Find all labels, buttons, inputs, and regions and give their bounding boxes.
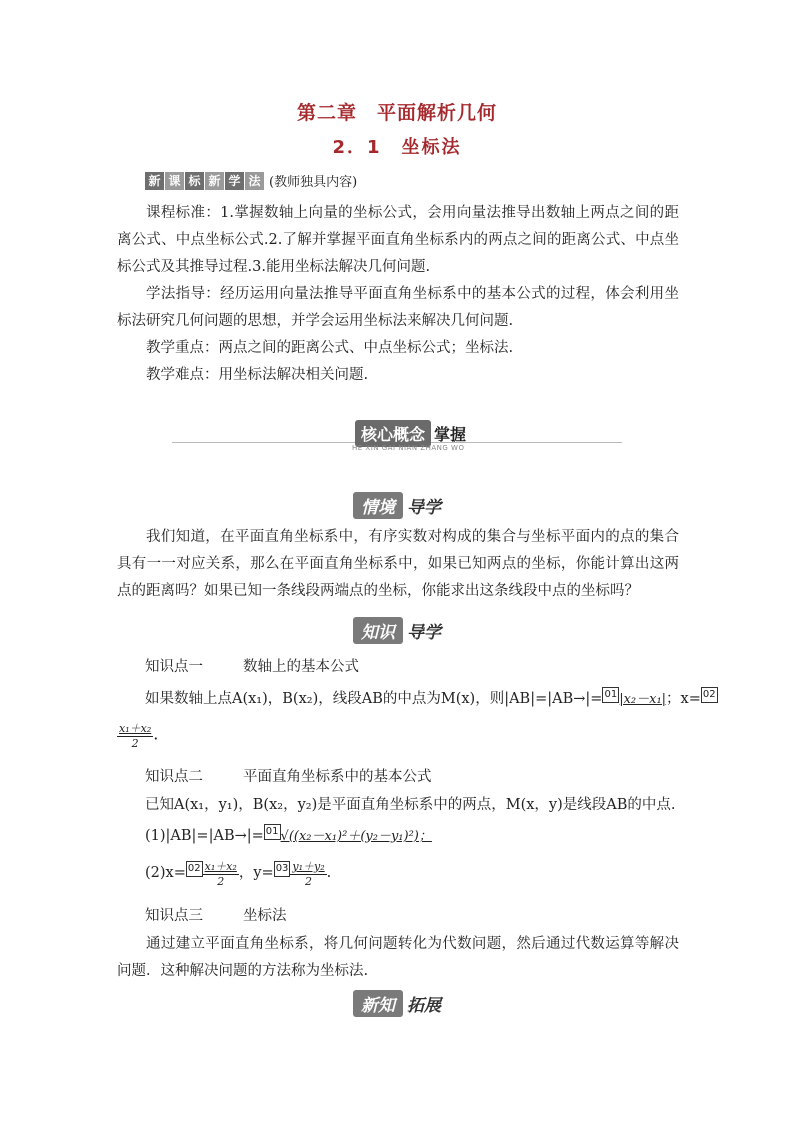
answer-box: 02 (186, 861, 203, 877)
teaching-difficulties: 教学难点：用坐标法解决相关问题. (146, 367, 369, 383)
badge-char: 法 (245, 172, 264, 190)
knowledge-header (0, 617, 794, 644)
situation-paragraph: 我们知道，在平面直角坐标系中，有序实数对构成的集合与坐标平面内的点的集合具有一一对应关系，那么在平面直角坐标系中，如果已知两点的坐标，你能计算出这两点的距离吗？如果已知一条线段两端点的坐标，你能求出这条线段中点的坐标吗？ (117, 529, 679, 599)
kp2-distance-expr: √((x₂－x₁)²＋(y₂－y₁)²)； (280, 828, 432, 844)
knowledge-point-2 (145, 765, 432, 786)
knowledge-point-1 (145, 655, 359, 676)
answer-box: 01 (602, 687, 619, 703)
badge-char: 新 (205, 172, 224, 190)
extension-text-label: 拓展 (407, 996, 441, 1016)
situation-text-label: 导学 (407, 498, 441, 518)
kp2-f2-x-label: (2)x= (145, 865, 186, 881)
badge-row (145, 171, 357, 190)
core-concept-tag: 核心概念 (355, 420, 431, 447)
teaching-key-points: 教学重点：两点之间的距离公式、中点坐标公式；坐标法. (146, 340, 514, 356)
kp2-f2-y-label: ，y= (238, 865, 274, 881)
fraction-numerator: x₁＋x₂ (119, 722, 152, 735)
badge-char: 学 (225, 172, 244, 190)
badge-char: 课 (165, 172, 184, 190)
extension-tag: 新知 (353, 990, 403, 1017)
core-concept-pinyin: HE XIN GAI NIAN ZHANG WO (352, 444, 465, 452)
answer-box: 02 (701, 687, 718, 703)
kp-name: 平面直角坐标系中的基本公式 (243, 769, 432, 785)
answer-box: 01 (264, 824, 281, 840)
fraction-denominator: 2 (131, 737, 139, 750)
chapter-title: 第二章 平面解析几何 (296, 102, 497, 124)
fraction-denominator: 2 (305, 875, 313, 888)
extension-header (0, 990, 794, 1017)
kp1-formula-line (145, 687, 718, 708)
kp-label: 知识点二 (145, 769, 203, 785)
badge-char: 新 (145, 172, 164, 190)
fraction-numerator: y₁＋y₂ (292, 860, 325, 873)
kp2-distance-formula (145, 824, 432, 844)
badge-char: 标 (185, 172, 204, 190)
knowledge-point-3 (145, 904, 287, 925)
situation-tag: 情境 (353, 492, 403, 519)
kp2-midpoint-formula: (2)x= 02 $\frac{\text{x₁＋x₂}}{2}$ ，y= 03 $\frac{\text{y₁＋y₂}}{2}$ . (145, 860, 332, 888)
kp-name: 坐标法 (243, 908, 287, 924)
knowledge-text-label: 导学 (407, 623, 441, 643)
kp2-f1-label: (1)|AB|=|AB→|= (145, 827, 264, 844)
kp1-text: 如果数轴上点A(x₁)，B(x₂)，线段AB的中点为M(x)，则|AB|=|AB→|= (145, 691, 603, 707)
course-standards: 课程标准：1.掌握数轴上向量的坐标公式，会用向量法推导出数轴上两点之间的距离公式、中点坐标公式.2.了解并掌握平面直角坐标系内的两点之间的距离公式、中点坐标公式及其推导过程.3.能用坐标法解决几何问题. (117, 205, 679, 275)
fraction-denominator: 2 (217, 875, 225, 888)
kp-name: 数轴上的基本公式 (243, 659, 359, 675)
section-title: 2．1 坐标法 (332, 137, 462, 158)
kp1-distance: |x₂－x₁| (619, 692, 667, 707)
core-concept-text: 掌握 (434, 425, 467, 444)
core-concept-header (172, 420, 622, 450)
situation-header (0, 492, 794, 519)
kp3-paragraph: 通过建立平面直角坐标系，将几何问题转化为代数问题，然后通过代数运算等解决问题．这种解决问题的方法称为坐标法. (117, 936, 679, 979)
kp1-x-label: ；x= (666, 691, 701, 707)
badge-note: (教师独具内容) (269, 175, 358, 190)
kp-label: 知识点一 (145, 659, 203, 675)
kp1-midpoint-fraction: $\frac{\text{x₁＋x₂}}{2}$ . (119, 722, 159, 750)
learning-guidance: 学法指导：经历运用向量法推导平面直角坐标系中的基本公式的过程，体会利用坐标法研究几何问题的思想，并学会运用坐标法来解决几何问题. (117, 286, 679, 329)
answer-box: 03 (274, 861, 291, 877)
kp-label: 知识点三 (145, 908, 203, 924)
fraction-numerator: x₁＋x₂ (204, 860, 237, 873)
kp2-given-line: 已知A(x₁，y₁)，B(x₂，y₂)是平面直角坐标系中的两点，M(x，y)是线段AB的中点. (145, 797, 676, 813)
knowledge-tag: 知识 (353, 617, 403, 644)
